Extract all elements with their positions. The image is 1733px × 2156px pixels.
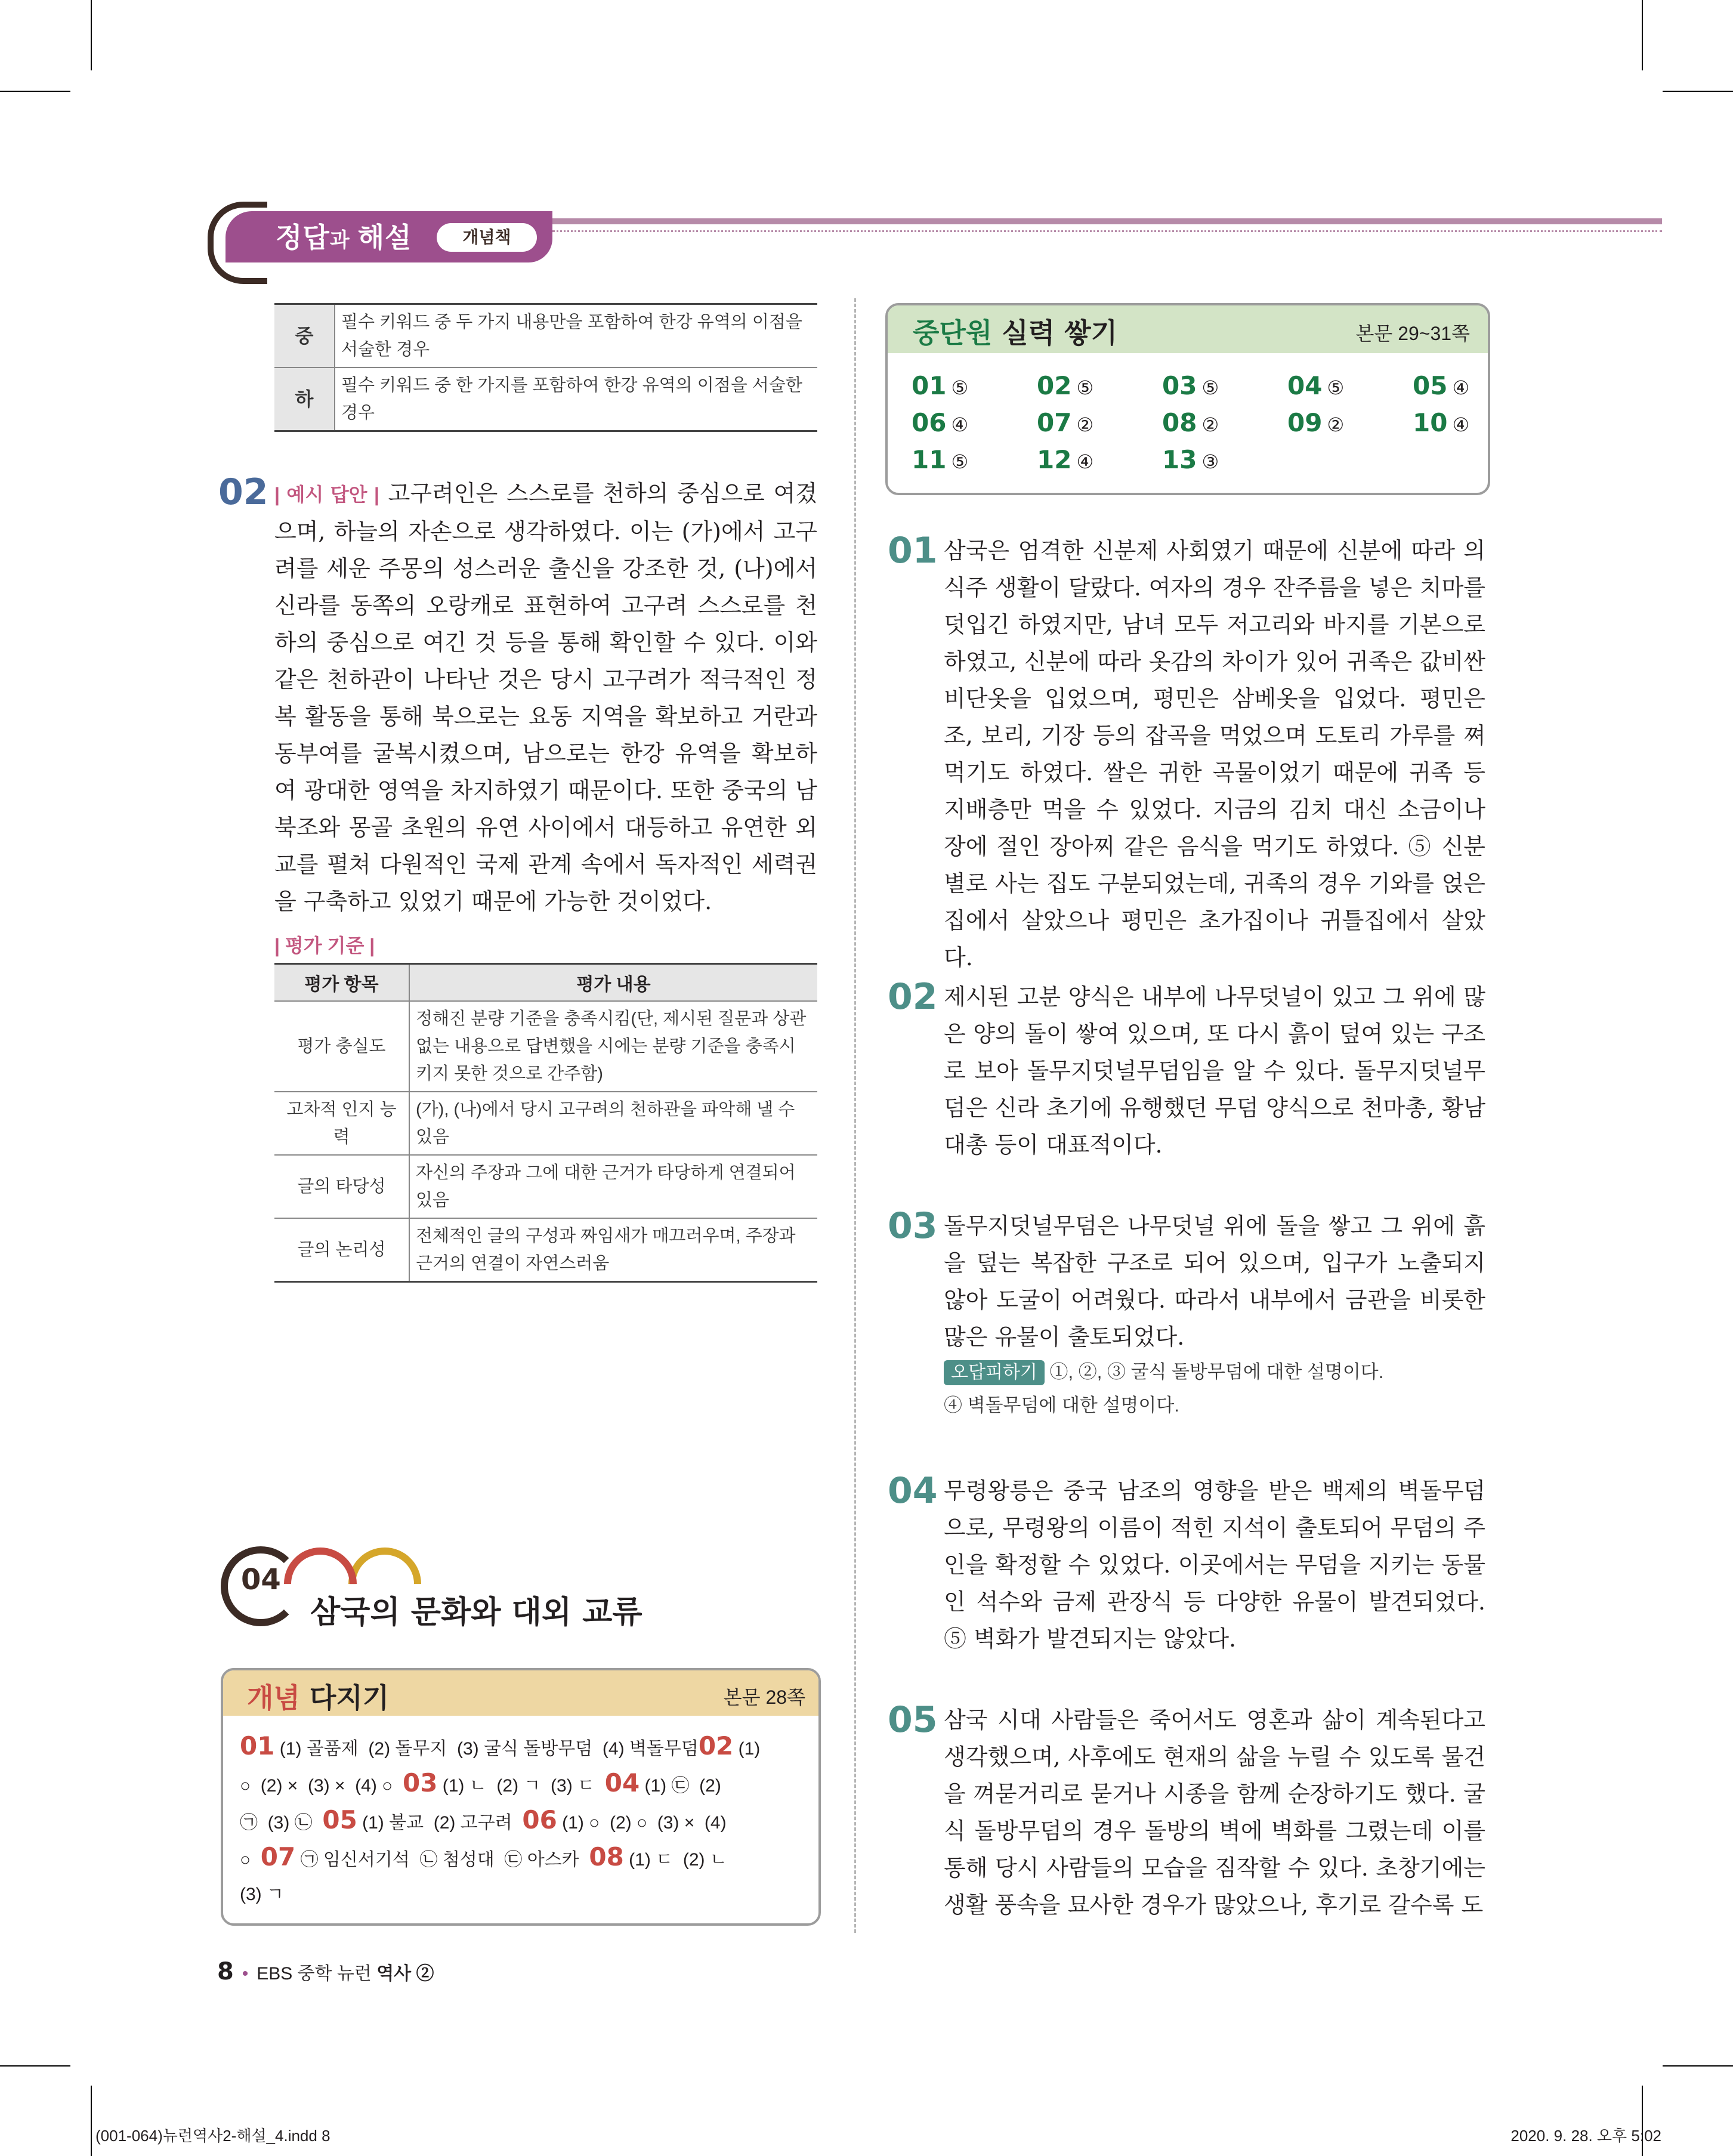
concept-line	[240, 1842, 727, 1871]
answer-number: 12	[1037, 445, 1072, 474]
header-dotted-rule	[552, 230, 1662, 232]
answer-number: 03	[1162, 371, 1197, 400]
model-answer-paragraph	[274, 475, 817, 920]
footer-dot: •	[242, 1964, 249, 1984]
grade-cell: 중	[274, 304, 335, 368]
table-header-row	[274, 964, 817, 1002]
criteria-content: 자신의 주장과 그에 대한 근거가 타당하게 연결되어 있음	[409, 1155, 817, 1218]
explanation-text: 삼국 시대 사람들은 죽어서도 영혼과 삶이 계속된다고 생각했으며, 사후에도 현재의 삶을 누릴 수 있도록 물건을 껴묻거리로 묻거나 시종을 함께 순장하기도 했다. 굴식 돌방무덤의 경우 돌방의 벽에 벽화를 그렸는데 이를 통해 당시 사람들의 모습을 짐작할 수 있다. 초창기에는 생활 풍속을 묘사한 경우가 많았으나, 후기로 갈수록 도	[944, 1707, 1485, 1918]
concept-answer: ㉠ 임신서기석 ㉡ 첨성대 ㉢ 아스카	[295, 1850, 589, 1870]
answer-choice: ⑤	[1076, 376, 1094, 399]
criteria-table	[274, 963, 817, 1283]
page-number: 8	[217, 1958, 234, 1985]
answer-number: 06	[912, 408, 947, 437]
question-number: 03	[888, 1205, 938, 1247]
table-row	[274, 367, 817, 431]
concept-number: 01	[240, 1731, 275, 1760]
concept-answer: ○ (2) × (3) × (4) ○	[240, 1776, 403, 1796]
table-row	[274, 1001, 817, 1092]
concept-number: 02	[698, 1731, 734, 1760]
concept-answer: (1) ㄴ (2) ㄱ (3) ㄷ	[437, 1776, 605, 1796]
explanation-paragraph	[944, 1207, 1485, 1422]
criteria-content: (가), (나)에서 당시 고구려의 천하관을 파악해 낼 수 있음	[409, 1092, 817, 1155]
concept-answer: ○	[240, 1850, 261, 1870]
answer-number: 11	[912, 445, 947, 474]
answer-choice: ②	[1201, 413, 1219, 436]
answer-number: 09	[1287, 408, 1323, 437]
answer-item	[912, 408, 968, 437]
model-answer-label: | 예시 답안 |	[274, 484, 379, 505]
answer-choice: ②	[1327, 413, 1345, 436]
explanation-paragraph	[944, 978, 1485, 1163]
answer-number: 10	[1413, 408, 1448, 437]
concept-line	[240, 1731, 760, 1760]
grade-text: 필수 키워드 중 한 가지를 포함하여 한강 유역의 이점을 서술한 경우	[335, 367, 817, 431]
answer-number: 08	[1162, 408, 1197, 437]
table-row	[274, 1218, 817, 1282]
answer-number: 13	[1162, 445, 1197, 474]
grade-text: 필수 키워드 중 두 가지 내용만을 포함하여 한강 유역의 이점을 서술한 경우	[335, 304, 817, 368]
explanation-paragraph	[944, 1701, 1485, 1923]
column-header: 평가 항목	[274, 964, 409, 1002]
criteria-item: 고차적 인지 능력	[274, 1092, 409, 1155]
concept-answer: ㉠ (3) ㉡	[240, 1813, 323, 1833]
table-row	[274, 1155, 817, 1218]
section-number: 04	[241, 1563, 281, 1596]
grade-cell: 하	[274, 367, 335, 431]
answer-number: 07	[1037, 408, 1072, 437]
answer-item	[1413, 371, 1469, 400]
answer-number: 05	[1413, 371, 1448, 400]
answer-box-ref: 본문 29~31쪽	[1355, 323, 1470, 344]
header-title: 정답과 해설	[276, 221, 412, 254]
question-number: 05	[888, 1699, 938, 1741]
concept-line	[240, 1768, 721, 1797]
answer-box-header	[888, 305, 1488, 353]
section-title: 삼국의 문화와 대외 교류	[310, 1595, 642, 1630]
page-footer	[217, 1958, 434, 1985]
criteria-item: 평가 충실도	[274, 1001, 409, 1092]
explanation-text: 돌무지덧널무덤은 나무덧널 위에 돌을 쌓고 그 위에 흙을 덮는 복잡한 구조로 되어 있으며, 입구가 노출되지 않아 도굴이 어려웠다. 따라서 내부에서 금관을 비롯한 많은 유물이 출토되었다.	[944, 1213, 1485, 1350]
concept-answer: (1) ㄷ (2) ㄴ	[623, 1850, 727, 1870]
tip-text: ①, ②, ③ 굴식 돌방무덤에 대한 설명이다.	[1049, 1361, 1384, 1382]
model-answer-text: 고구려인은 스스로를 천하의 중심으로 여겼으며, 하늘의 자손으로 생각하였다. 이는 (가)에서 고구려를 세운 주몽의 성스러운 출신을 강조한 것, (나)에서 신라를 동쪽의 오랑캐로 표현하여 고구려 스스로를 천하의 중심으로 여긴 것 등을 통해 확인할 수 있다. 이와 같은 천하관이 나타난 것은 당시 고구려가 적극적인 정복 활동을 통해 북으로는 요동 지역을 확보하고 거란과 동부여를 굴복시켰으며, 남으로는 한강 유역을 확보하여 광대한 영역을 차지하였기 때문이다. 또한 중국의 남북조와 몽골 초원의 유연 사이에서 대등하고 유연한 외교를 펼쳐 다원적인 국제 관계 속에서 독자적인 세력권을 구축하고 있었기 때문에 가능한 것이었다.	[274, 480, 817, 915]
footer-subject: 역사 ②	[376, 1964, 434, 1984]
answer-choice: ④	[1452, 376, 1470, 399]
concept-answer: (3) ㄱ	[240, 1885, 284, 1904]
concept-answer: (1) 골품제 (2) 돌무지 (3) 굴식 돌방무덤 (4) 벽돌무덤	[274, 1739, 699, 1759]
concept-box-header	[223, 1670, 818, 1716]
concept-number: 06	[522, 1805, 557, 1834]
question-number: 01	[888, 530, 938, 572]
answer-choice: ⑤	[1327, 376, 1345, 399]
question-number: 02	[218, 471, 268, 513]
answer-item	[1413, 408, 1469, 437]
answer-box-title: 중단원 실력 쌓기	[913, 317, 1118, 349]
tip-tag: 오답피하기	[944, 1360, 1045, 1385]
answer-item	[912, 445, 968, 474]
answer-number: 04	[1287, 371, 1323, 400]
answer-item	[1287, 371, 1344, 400]
question-number: 02	[888, 976, 938, 1018]
answer-item	[1162, 445, 1219, 474]
header-rule	[552, 218, 1662, 224]
concept-answer: (1) ㉢ (2)	[640, 1776, 721, 1796]
answer-item	[1162, 371, 1219, 400]
answer-choice: ⑤	[951, 376, 969, 399]
answer-choice: ⑤	[1201, 376, 1219, 399]
answer-choice: ④	[1452, 413, 1470, 436]
concept-answer: (1) 불교 (2) 고구려	[357, 1813, 523, 1833]
concept-number: 03	[402, 1768, 438, 1797]
header-tag: 개념책	[437, 223, 537, 252]
answer-choice: ⑤	[951, 450, 969, 473]
answer-key-box	[885, 303, 1490, 495]
answer-item	[912, 371, 968, 400]
criteria-label: | 평가 기준 |	[274, 935, 375, 956]
concept-number: 05	[322, 1805, 357, 1834]
answer-item	[1162, 408, 1219, 437]
tip-block	[944, 1355, 1485, 1422]
print-slug-right: 2020. 9. 28. 오후 5:02	[1510, 2127, 1661, 2145]
column-divider	[854, 298, 856, 1933]
criteria-content: 전체적인 글의 구성과 짜임새가 매끄러우며, 주장과 근거의 연결이 자연스러움	[409, 1218, 817, 1282]
criteria-item: 글의 논리성	[274, 1218, 409, 1282]
concept-number: 07	[260, 1842, 296, 1871]
answer-choice: ④	[951, 413, 969, 436]
tip-text: ④ 벽돌무덤에 대한 설명이다.	[944, 1395, 1179, 1416]
answer-item	[1037, 371, 1093, 400]
explanation-text: 무령왕릉은 중국 남조의 영향을 받은 백제의 벽돌무덤으로, 무령왕의 이름이 적힌 지석이 출토되어 무덤의 주인을 확정할 수 있었다. 이곳에서는 무덤을 지키는 동물인 석수와 금제 관장식 등 다양한 유물이 발견되었다. ⑤ 벽화가 발견되지는 않았다.	[944, 1478, 1485, 1652]
answer-item	[1287, 408, 1344, 437]
explanation-text: 제시된 고분 양식은 내부에 나무덧널이 있고 그 위에 많은 양의 돌이 쌓여 있으며, 또 다시 흙이 덮여 있는 구조로 보아 돌무지덧널무덤임을 알 수 있다. 돌무지덧널무덤은 신라 초기에 유행했던 무덤 양식으로 천마총, 황남대총 등이 대표적이다.	[944, 984, 1485, 1158]
concept-number: 04	[604, 1768, 640, 1797]
table-row	[274, 304, 817, 368]
table-row	[274, 1092, 817, 1155]
concept-line	[240, 1805, 727, 1834]
answer-item	[1037, 408, 1093, 437]
explanation-paragraph	[944, 1472, 1485, 1657]
concept-answer: (1)	[733, 1739, 761, 1759]
explanation-text: 삼국은 엄격한 신분제 사회였기 때문에 신분에 따라 의식주 생활이 달랐다. 여자의 경우 잔주름을 넣은 치마를 덧입긴 하였지만, 남녀 모두 저고리와 바지를 기본으로 하였고, 신분에 따라 옷감의 차이가 있어 귀족은 값비싼 비단옷을 입었으며, 평민은 삼베옷을 입었다. 평민은 조, 보리, 기장 등의 잡곡을 먹었으며 도토리 가루를 쪄먹기도 하였다. 쌀은 귀한 곡물이었기 때문에 귀족 등 지배층만 먹을 수 있었다. 지금의 김치 대신 소금이나 장에 절인 장아찌 같은 음식을 먹기도 하였다. ⑤ 신분별로 사는 집도 구분되었는데, 귀족의 경우 기와를 얹은 집에서 살았으나 평민은 초가집이나 귀틀집에서 살았다.	[944, 538, 1485, 971]
criteria-item: 글의 타당성	[274, 1155, 409, 1218]
footer-book: EBS 중학 뉴런	[257, 1964, 377, 1984]
print-slug-left: (001-064)뉴런역사2-해설_4.indd 8	[95, 2127, 330, 2145]
grade-table	[274, 303, 817, 432]
concept-number: 08	[589, 1842, 624, 1871]
answer-choice: ③	[1201, 450, 1219, 473]
concept-answer: (1) ○ (2) ○ (3) × (4)	[557, 1813, 727, 1833]
concept-box-ref: 본문 28쪽	[723, 1687, 805, 1708]
column-header: 평가 내용	[409, 964, 817, 1002]
answer-item	[1037, 445, 1093, 474]
concept-review-box	[221, 1668, 821, 1926]
answer-number: 01	[912, 371, 947, 400]
answer-choice: ④	[1076, 450, 1094, 473]
question-number: 04	[888, 1470, 938, 1512]
concept-line	[240, 1879, 284, 1905]
explanation-paragraph	[944, 532, 1485, 976]
answer-number: 02	[1037, 371, 1072, 400]
criteria-content: 정해진 분량 기준을 충족시킴(단, 제시된 질문과 상관없는 내용으로 답변했을 시에는 분량 기준을 충족시키지 못한 것으로 간주함)	[409, 1001, 817, 1092]
concept-box-title: 개념 다지기	[247, 1682, 390, 1714]
answer-choice: ②	[1076, 413, 1094, 436]
